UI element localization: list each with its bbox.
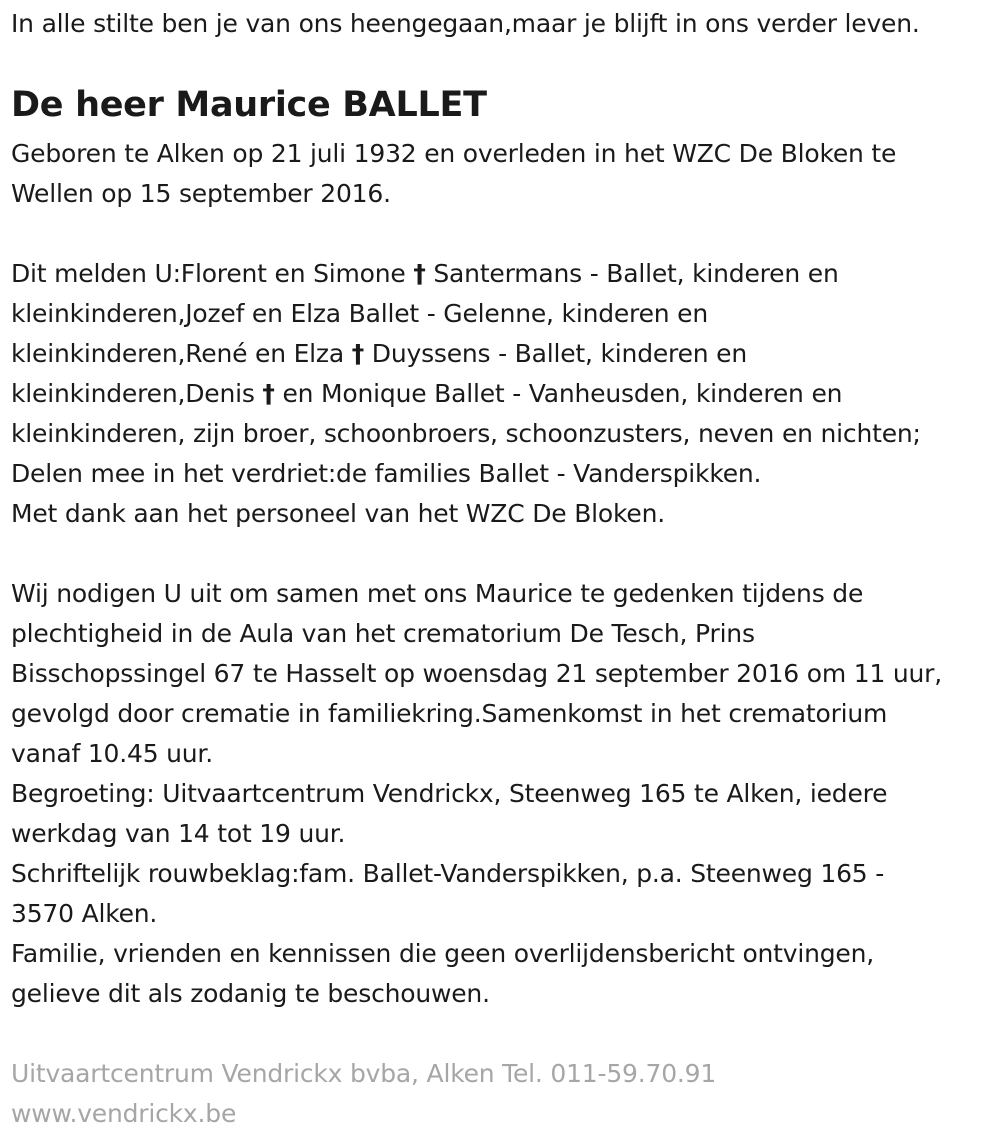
ceremony-line: plechtigheid in de Aula van het crematorium De Tesch, Prins [11,619,755,648]
ceremony-line: Wij nodigen U uit om samen met ons Maurice te gedenken tijdens de [11,579,864,608]
condolence-line: Schriftelijk rouwbeklag:fam. Ballet-Vanderspikken, p.a. Steenweg 165 - [11,859,885,888]
ceremony-line: vanaf 10.45 uur. [11,739,213,768]
family-line: Delen mee in het verdriet:de families Ballet - Vanderspikken. [11,459,762,488]
website-link[interactable]: www.vendrickx.be [11,1099,237,1128]
deceased-name: De heer Maurice BALLET [11,85,487,125]
condolence-line: 3570 Alken. [11,899,158,928]
thanks-line: Met dank aan het personeel van het WZC De Bloken. [11,499,665,528]
birth-death-paragraph [11,134,896,214]
family-line: kleinkinderen,René en Elza † Duyssens - Ballet, kinderen en [11,339,747,368]
intro-text: In alle stilte ben je van ons heengegaan,maar je blijft in ons verder leven. [11,9,920,38]
birth-line: Wellen op 15 september 2016. [11,179,391,208]
ceremony-line: Bisschopssingel 67 te Hasselt op woensdag 21 september 2016 om 11 uur, [11,659,943,688]
family-line: kleinkinderen, zijn broer, schoonbroers, schoonzusters, neven en nichten; [11,419,921,448]
birth-line: Geboren te Alken op 21 juli 1932 en overleden in het WZC De Bloken te [11,139,897,168]
visitation-line: Begroeting: Uitvaartcentrum Vendrickx, Steenweg 165 te Alken, iedere [11,779,888,808]
family-line: Dit melden U:Florent en Simone † Santermans - Ballet, kinderen en [11,259,839,288]
ceremony-paragraph [11,574,942,1014]
funeral-home-footer [11,1054,716,1134]
family-line: kleinkinderen,Denis † en Monique Ballet - Vanheusden, kinderen en [11,379,843,408]
cross-icon: † [262,379,275,408]
family-line: kleinkinderen,Jozef en Elza Ballet - Gelenne, kinderen en [11,299,708,328]
funeral-home-contact: Uitvaartcentrum Vendrickx bvba, Alken Tel. 011-59.70.91 [11,1059,717,1088]
family-paragraph [11,254,921,534]
cross-icon: † [351,339,365,368]
cross-icon: † [413,259,426,288]
visitation-line: werkdag van 14 tot 19 uur. [11,819,346,848]
notice-line: gelieve dit als zodanig te beschouwen. [11,979,490,1008]
notice-line: Familie, vrienden en kennissen die geen overlijdensbericht ontvingen, [11,939,875,968]
ceremony-line: gevolgd door crematie in familiekring.Samenkomst in het crematorium [11,699,888,728]
